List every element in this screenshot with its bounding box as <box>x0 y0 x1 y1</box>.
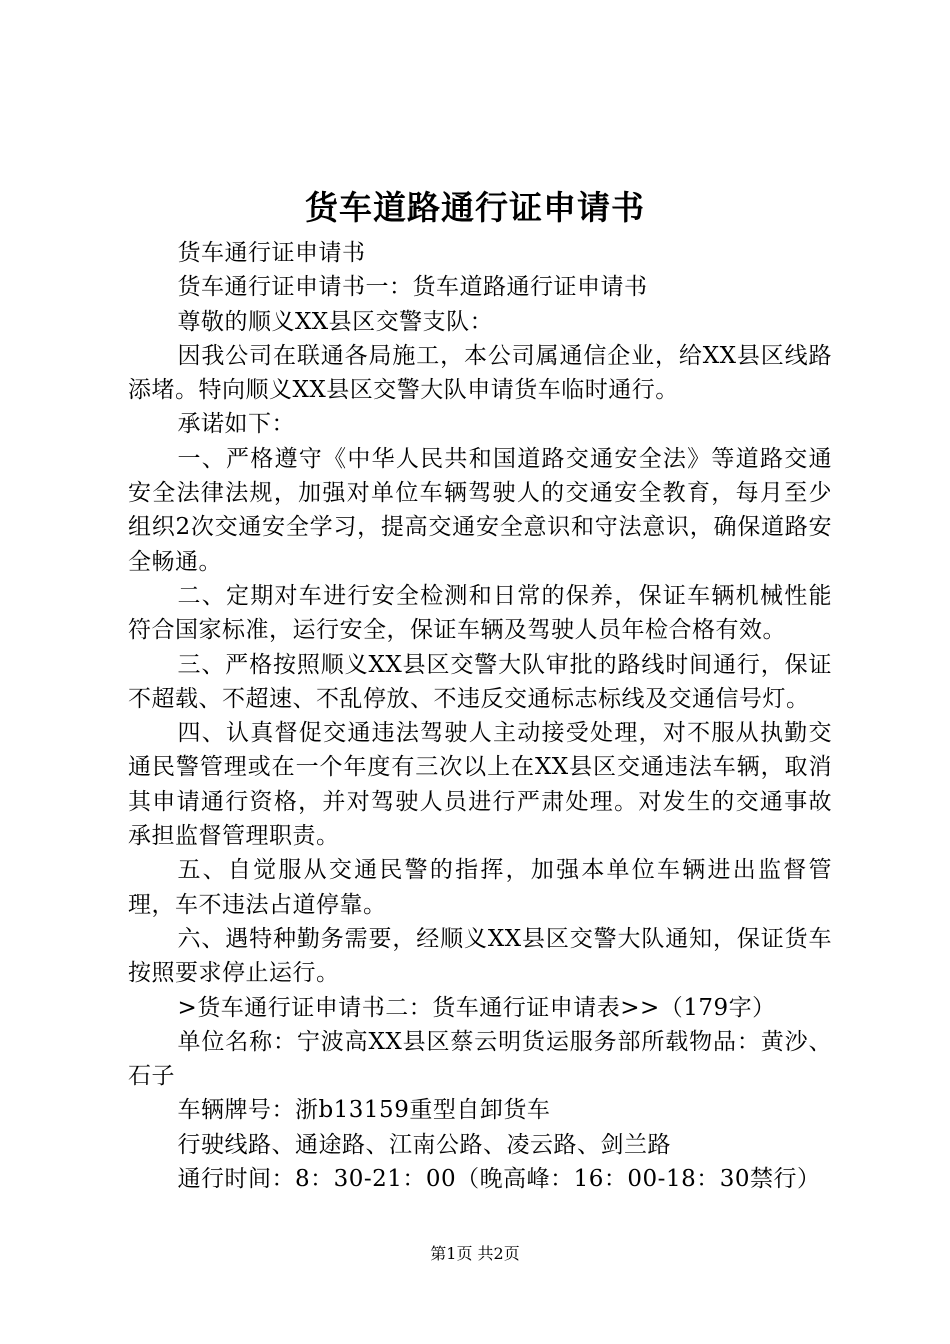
paragraph: 货车通行证申请书 <box>177 240 366 266</box>
paragraph: 四、认真督促交通违法驾驶人主动接受处理，对不服从执勤交通民警管理或在一个年度有三次以上在XX县区交通违法车辆，取消其申请通行资格，并对驾驶人员进行严肃处理。对发生的交通事故承担监督管理职责。 <box>128 720 832 850</box>
paragraph: 三、严格按照顺义XX县区交警大队审批的路线时间通行，保证不超载、不超速、不乱停放、不违反交通标志标线及交通信号灯。 <box>128 651 832 712</box>
paragraph: 承诺如下： <box>177 411 295 438</box>
document-body <box>128 236 832 1196</box>
paragraph: 因我公司在联通各局施工，本公司属通信企业，给XX县区线路添堵。特向顺义XX县区交警大队申请货车临时通行。 <box>128 342 832 404</box>
paragraph: 通行时间：8：30-21：00（晚高峰：16：00-18：30禁行） <box>177 1166 821 1193</box>
paragraph: 行驶线路、通途路、江南公路、凌云路、剑兰路 <box>177 1131 671 1158</box>
paragraph: 车辆牌号：浙b13159重型自卸货车 <box>177 1097 551 1124</box>
paragraph: >货车通行证申请书二：货车通行证申请表>>（179字） <box>177 994 776 1021</box>
paragraph: 六、遇特种勤务需要，经顺义XX县区交警大队通知，保证货车按照要求停止运行。 <box>128 925 832 987</box>
paragraph: 一、严格遵守《中华人民共和国道路交通安全法》等道路交通安全法律法规，加强对单位车辆驾驶人的交通安全教育，每月至少组织2次交通安全学习，提高交通安全意识和守法意识，确保道路安全畅通。 <box>128 445 832 575</box>
paragraph: 单位名称：宁波高XX县区蔡云明货运服务部所载物品：黄沙、石子 <box>128 1028 832 1090</box>
paragraph: 五、自觉服从交通民警的指挥，加强本单位车辆进出监督管理，车不违法占道停靠。 <box>128 857 832 918</box>
document-title: 货车道路通行证申请书 <box>305 188 645 227</box>
paragraph: 尊敬的顺义XX县区交警支队： <box>177 308 494 335</box>
paragraph: 二、定期对车进行安全检测和日常的保养，保证车辆机械性能符合国家标准，运行安全，保证车辆及驾驶人员年检合格有效。 <box>128 582 832 644</box>
paragraph: 货车通行证申请书一：货车道路通行证申请书 <box>177 274 648 301</box>
page-footer: 第1页 共2页 <box>430 1244 520 1263</box>
